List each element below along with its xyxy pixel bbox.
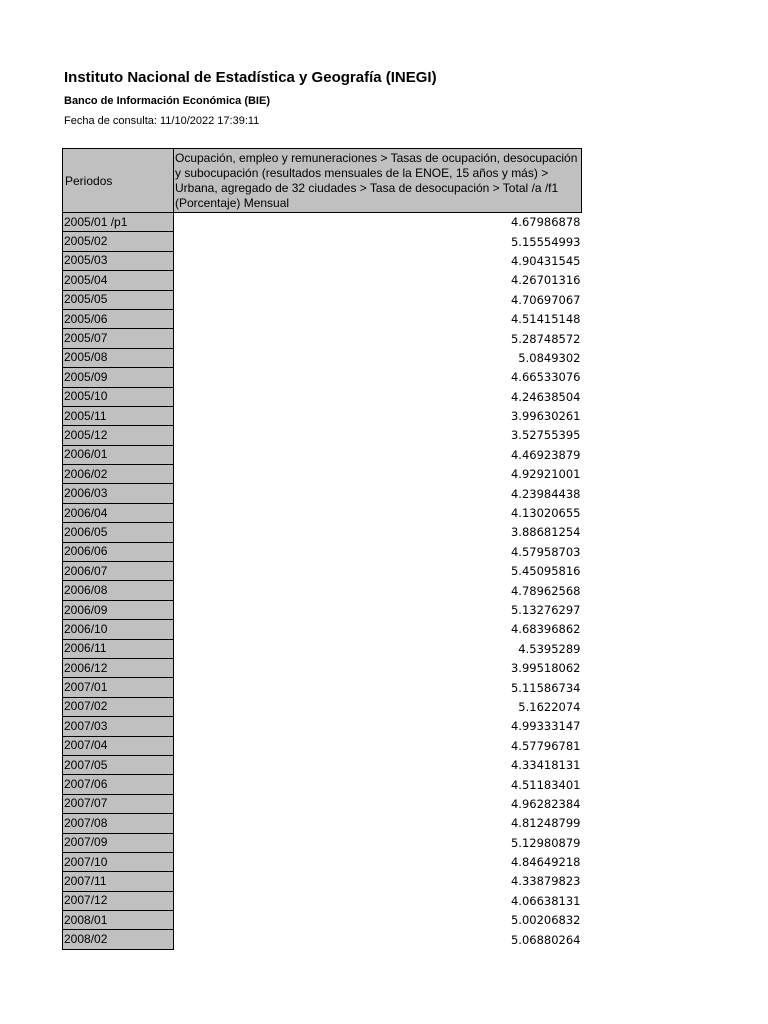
period-cell: 2005/01 /p1: [63, 213, 174, 232]
table-row: [63, 290, 582, 309]
table-row: [63, 581, 582, 600]
value-cell: 5.11586734: [510, 680, 581, 695]
table-row: [63, 620, 582, 639]
period-cell: 2008/01: [63, 911, 174, 930]
table-row: [63, 852, 582, 871]
period-cell: 2006/03: [63, 484, 174, 503]
value-cell: 4.5395289: [518, 641, 581, 656]
table-row: [63, 542, 582, 561]
period-cell: 2005/05: [63, 290, 174, 309]
value-cell: 4.24638504: [510, 389, 581, 404]
value-cell: 4.51415148: [510, 312, 581, 327]
table-row: [63, 445, 582, 464]
value-cell: 3.99630261: [510, 409, 581, 424]
period-cell: 2007/06: [63, 775, 174, 794]
table-row: [63, 891, 582, 910]
column-header-periodos: Periodos: [63, 149, 174, 213]
period-cell: 2005/08: [63, 348, 174, 367]
value-cell: 4.33879823: [510, 874, 581, 889]
period-cell: 2007/03: [63, 717, 174, 736]
value-cell: 4.57958703: [510, 544, 581, 559]
table-row: [63, 930, 582, 949]
period-cell: 2007/09: [63, 833, 174, 852]
period-cell: 2007/05: [63, 755, 174, 774]
period-cell: 2006/10: [63, 620, 174, 639]
value-cell: 4.67986878: [510, 215, 581, 230]
table-row: [63, 639, 582, 658]
table-row: [63, 406, 582, 425]
data-table: [62, 148, 582, 950]
value-cell: 4.68396862: [510, 622, 581, 637]
value-cell: 4.33418131: [510, 758, 581, 773]
table-row: [63, 678, 582, 697]
value-cell: 4.70697067: [510, 292, 581, 307]
period-cell: 2006/06: [63, 542, 174, 561]
table-row: [63, 503, 582, 522]
period-cell: 2006/09: [63, 600, 174, 619]
value-cell: 4.46923879: [510, 447, 581, 462]
value-cell: 4.06638131: [510, 893, 581, 908]
value-cell: 4.92921001: [510, 467, 581, 482]
value-cell: 5.28748572: [510, 331, 581, 346]
period-cell: 2005/04: [63, 271, 174, 290]
value-cell: 4.90431545: [510, 253, 581, 268]
period-cell: 2007/12: [63, 891, 174, 910]
table-row: [63, 348, 582, 367]
table-row: [63, 523, 582, 542]
table-row: [63, 232, 582, 251]
period-cell: 2007/07: [63, 794, 174, 813]
table-row: [63, 658, 582, 677]
table-row: [63, 736, 582, 755]
value-cell: 4.23984438: [510, 486, 581, 501]
period-cell: 2006/08: [63, 581, 174, 600]
table-row: [63, 368, 582, 387]
value-cell: 3.99518062: [510, 661, 581, 676]
period-cell: 2007/02: [63, 697, 174, 716]
value-cell: 4.78962568: [510, 583, 581, 598]
period-cell: 2005/06: [63, 309, 174, 328]
period-cell: 2007/08: [63, 814, 174, 833]
table-row: [63, 872, 582, 891]
value-cell: 5.06880264: [510, 932, 581, 947]
period-cell: 2006/01: [63, 445, 174, 464]
value-cell: 5.0849302: [518, 350, 581, 365]
period-cell: 2007/04: [63, 736, 174, 755]
document-subtitle: Banco de Información Económica (BIE): [64, 95, 270, 107]
period-cell: 2005/02: [63, 232, 174, 251]
period-cell: 2005/12: [63, 426, 174, 445]
table-row: [63, 426, 582, 445]
period-cell: 2008/02: [63, 930, 174, 949]
period-cell: 2006/11: [63, 639, 174, 658]
value-cell: 4.51183401: [510, 777, 581, 792]
column-header-series: Ocupación, empleo y remuneraciones > Tasas de ocupación, desocupación y subocupación (resultados mensuales de la ENOE, 15 años y más) > Urbana, agregado de 32 ciudades > Tasa de desocupación > Total /a /f1 (Porcentaje) Mensual: [174, 149, 582, 213]
period-cell: 2007/10: [63, 852, 174, 871]
period-cell: 2005/07: [63, 329, 174, 348]
table-row: [63, 755, 582, 774]
table-body: [63, 213, 582, 950]
value-cell: 5.1622074: [518, 699, 581, 714]
period-cell: 2007/11: [63, 872, 174, 891]
period-cell: 2006/07: [63, 562, 174, 581]
value-cell: 4.13020655: [510, 506, 581, 521]
value-cell: 4.66533076: [510, 370, 581, 385]
period-cell: 2007/01: [63, 678, 174, 697]
value-cell: 3.52755395: [510, 428, 581, 443]
table-row: [63, 697, 582, 716]
value-cell: 4.57796781: [510, 738, 581, 753]
period-cell: 2006/02: [63, 465, 174, 484]
value-cell: 5.45095816: [510, 564, 581, 579]
table-row: [63, 600, 582, 619]
table-row: [63, 251, 582, 270]
value-cell: 4.81248799: [510, 816, 581, 831]
period-cell: 2006/05: [63, 523, 174, 542]
value-cell: 5.13276297: [510, 603, 581, 617]
table-row: [63, 387, 582, 406]
table-row: [63, 562, 582, 581]
table-row: [63, 484, 582, 503]
table-row: [63, 775, 582, 794]
value-cell: 5.00206832: [510, 913, 581, 928]
value-cell: 5.12980879: [510, 835, 581, 850]
query-date: Fecha de consulta: 11/10/2022 17:39:11: [64, 115, 260, 127]
table-row: [63, 833, 582, 852]
value-cell: 4.26701316: [510, 273, 581, 288]
table-row: [63, 271, 582, 290]
period-cell: 2006/12: [63, 658, 174, 677]
value-cell: 3.88681254: [510, 525, 581, 540]
document-title: Instituto Nacional de Estadística y Geografía (INEGI): [64, 69, 437, 86]
period-cell: 2006/04: [63, 503, 174, 522]
table-row: [63, 717, 582, 736]
table-row: [63, 309, 582, 328]
table-row: [63, 465, 582, 484]
period-cell: 2005/03: [63, 251, 174, 270]
table-row: [63, 329, 582, 348]
table-row: [63, 814, 582, 833]
value-cell: 4.96282384: [510, 796, 581, 811]
table-row: [63, 794, 582, 813]
table-row: [63, 213, 582, 232]
period-cell: 2005/10: [63, 387, 174, 406]
value-cell: 4.84649218: [510, 855, 581, 870]
table-row: [63, 911, 582, 930]
period-cell: 2005/11: [63, 406, 174, 425]
period-cell: 2005/09: [63, 368, 174, 387]
value-cell: 4.99333147: [510, 719, 581, 734]
value-cell: 5.15554993: [510, 234, 581, 249]
table-header-row: [63, 149, 582, 213]
